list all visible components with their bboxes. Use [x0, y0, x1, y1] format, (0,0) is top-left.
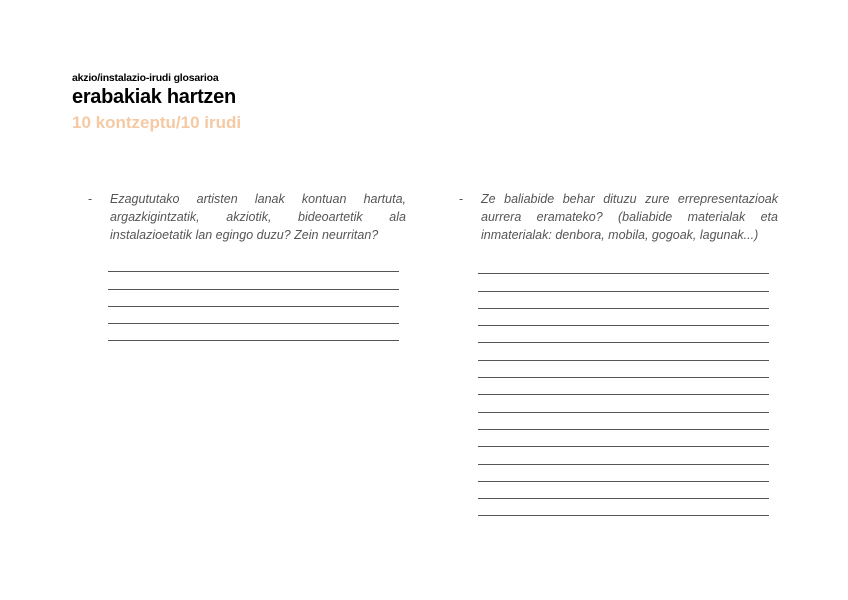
answer-line[interactable]: [478, 395, 769, 412]
answer-lines-1[interactable]: [108, 255, 399, 341]
answer-line[interactable]: [478, 343, 769, 360]
document-subtitle: 10 kontzeptu/10 irudi: [72, 113, 242, 132]
answer-line[interactable]: [478, 499, 769, 516]
answer-line[interactable]: [478, 413, 769, 430]
answer-line[interactable]: [478, 465, 769, 482]
answer-line[interactable]: [108, 290, 399, 307]
answer-line[interactable]: [478, 482, 769, 499]
answer-line[interactable]: [108, 272, 399, 289]
answer-line[interactable]: [478, 309, 769, 326]
question-2-text: Ze baliabide behar dituzu zure errepresentazioak aurrera eramateko? (baliabide materialak eta inmaterialak: denbora, mobila, gogoak, lagunak...): [481, 192, 778, 242]
answer-line[interactable]: [108, 324, 399, 341]
answer-line[interactable]: [478, 378, 769, 395]
answer-line[interactable]: [478, 430, 769, 447]
answer-line[interactable]: [478, 292, 769, 309]
answer-line[interactable]: [478, 257, 769, 274]
answer-line[interactable]: [478, 274, 769, 291]
question-2-bullet: -: [459, 192, 464, 206]
document-kicker: akzio/instalazio-irudi glosarioa: [72, 72, 219, 84]
answer-line[interactable]: [108, 307, 399, 324]
answer-line[interactable]: [108, 255, 399, 272]
question-1-text: Ezagututako artisten lanak kontuan hartuta, argazkigintzatik, akziotik, bideoartetik ala instalazioetatik lan egingo duzu? Zein neurritan?: [110, 192, 406, 242]
question-1-bullet: -: [88, 192, 93, 206]
answer-line[interactable]: [478, 361, 769, 378]
document-title: erabakiak hartzen: [72, 86, 236, 108]
answer-line[interactable]: [478, 326, 769, 343]
answer-lines-2[interactable]: [478, 257, 769, 516]
answer-line[interactable]: [478, 447, 769, 464]
